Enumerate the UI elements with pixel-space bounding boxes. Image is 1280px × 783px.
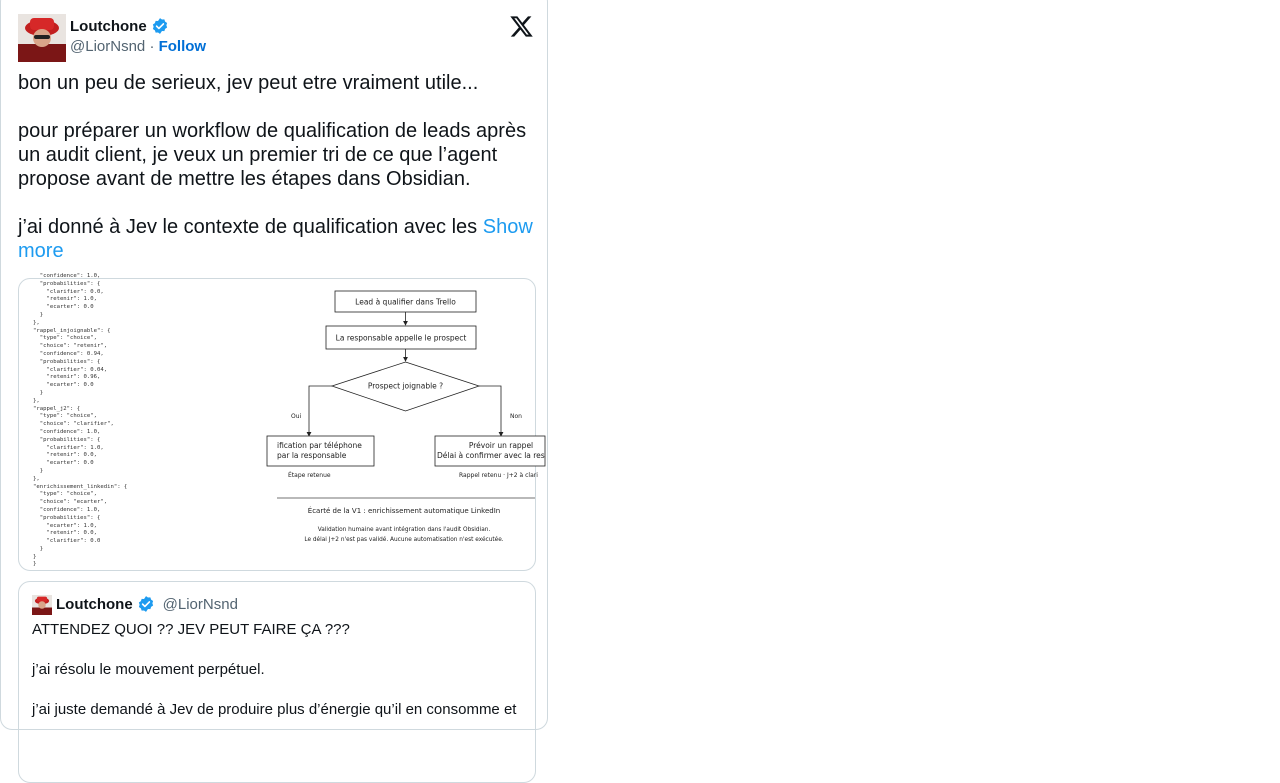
quoted-handle: @LiorNsnd	[162, 595, 238, 613]
x-logo-icon[interactable]	[509, 14, 534, 39]
flow-box-phone-line1: ification par téléphone	[277, 441, 362, 450]
quoted-tweet[interactable]	[18, 581, 536, 783]
tweet-text	[18, 71, 538, 263]
handle-separator: ·	[149, 38, 155, 55]
flow-box-phone-line2: par la responsable	[277, 451, 347, 460]
qualification-flowchart	[277, 279, 545, 570]
quoted-avatar[interactable]	[32, 595, 52, 615]
tweet-body: bon un peu de serieux, jev peut etre vraiment utile... pour préparer un workflow de qualification de leads après un audit client, je veux un premier tri de ce que l’agent propose avant de mettre les étapes dans Obsidian. j’ai donné à Jev le contexte de qualification avec les	[18, 72, 527, 238]
show-more-link[interactable]: Show more	[18, 216, 539, 262]
json-output-text: "confidence": 1.0, "probabilities": { "clarifier": 0.0, "retenir": 1.0, "ecarter": 0.0 } }, "rappel_injoignable": { "type": "choice", "choice": "retenir", "confidence": 0.94, "probabilities": { "clarifier": 0.04, "retenir": 0.96, "ecarter": 0.0 } }, "rappel_j2": { "type": "choice", "choice": "clarifier", "confidence": 1.0, "probabilities": { "clarifier": 1.0, "retenir": 0.0, "ecarter": 0.0 } }, "enrichissement_linkedin": { "type": "choice", "choice": "ecarter", "confidence": 1.0, "probabilities": { "ecarter": 1.0, "retenir": 0.0, "clarifier": 0.0 } } }	[33, 273, 128, 568]
flow-decision-label: Prospect joignable ?	[367, 381, 444, 391]
author-handle-row	[70, 38, 206, 55]
author-display-name[interactable]: Loutchone	[70, 17, 147, 35]
flow-left-caption: Étape retenue	[288, 472, 331, 479]
flow-yes-label: Oui	[291, 413, 302, 420]
avatar[interactable]	[18, 14, 66, 62]
tweet-media-image[interactable]	[18, 273, 545, 571]
flow-no-label: Non	[510, 413, 522, 420]
quoted-avatar-image	[32, 595, 52, 615]
flow-box-recall-line1: Prévoir un rappel	[468, 441, 534, 450]
quoted-display-name: Loutchone	[56, 595, 133, 613]
quoted-text: ATTENDEZ QUOI ?? JEV PEUT FAIRE ÇA ??? j’ai résolu le mouvement perpétuel. j’ai juste demandé à Jev de produire plus d’énergie qu’il en consomme et	[32, 621, 517, 718]
flow-box-recall-line2: Délai à confirmer avec la res	[437, 451, 545, 460]
flow-note-1: Validation humaine avant intégration dans l'audit Obsidian.	[317, 527, 491, 533]
flow-right-caption: Rappel retenu · J+2 à clari	[459, 472, 538, 479]
flow-box-call-label: La responsable appelle le prospect	[335, 333, 467, 343]
flow-box-lead-label: Lead à qualifier dans Trello	[355, 297, 456, 307]
quoted-verified-badge-icon	[137, 595, 155, 613]
follow-button[interactable]: Follow	[158, 38, 207, 55]
flow-discard-title: Écarté de la V1 : enrichissement automatique LinkedIn	[307, 507, 501, 515]
author-handle[interactable]: @LiorNsnd	[70, 38, 146, 55]
quoted-header	[56, 595, 238, 613]
avatar-image	[18, 14, 66, 62]
flow-note-2: Le délai J+2 n'est pas validé. Aucune automatisation n'est exécutée.	[304, 537, 504, 543]
tweet-card	[0, 0, 548, 730]
verified-badge-icon	[151, 17, 169, 35]
